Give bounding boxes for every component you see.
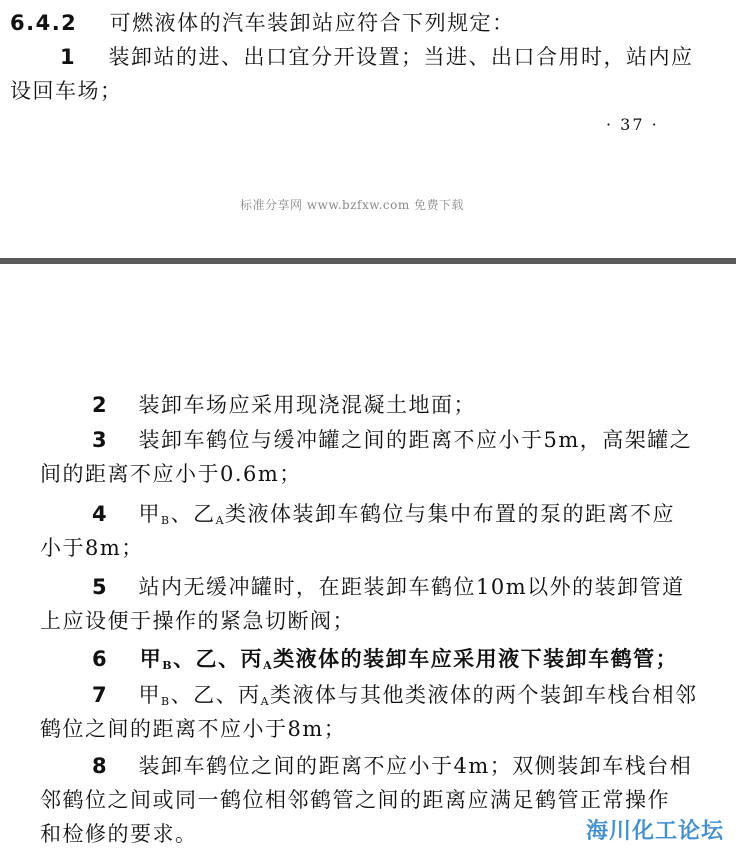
clause-number: 6.4.2 [10, 11, 78, 35]
clause-title: 可燃液体的汽车装卸站应符合下列规定： [109, 11, 515, 35]
item-6-sub-a: A [263, 659, 274, 672]
item-3-line-2: 间的距离不应小于0.6m； [40, 462, 302, 486]
item-5-text-line-1: 站内无缓冲罐时，在距装卸车鹤位10m以外的装卸管道 [138, 575, 685, 599]
item-6-class-jia: 甲 [139, 646, 163, 671]
item-6-class-yi-bing: 、乙、丙 [173, 646, 264, 671]
item-6-number: 6 [92, 647, 109, 671]
item-7-class-yi-bing: 、乙、丙 [170, 683, 261, 707]
item-7-sub-a: A [260, 695, 271, 708]
item-4-class-yi: 、乙 [170, 502, 216, 526]
forum-watermark: 海川化工论坛 [585, 819, 724, 844]
item-2-number: 2 [92, 393, 109, 417]
item-7-line-1 [92, 682, 698, 708]
item-1-number: 1 [60, 45, 77, 69]
item-4-class-jia: 甲 [138, 502, 161, 526]
item-7-class-jia: 甲 [138, 683, 161, 707]
item-2 [92, 392, 476, 418]
item-1-line-1 [60, 44, 694, 70]
item-8-line-1 [92, 753, 692, 779]
item-8-text-line-1: 装卸车鹤位之间的距离不应小于4m；双侧装卸车栈台相 [138, 754, 693, 778]
item-4-line-2: 小于8m； [40, 536, 144, 560]
item-8-line-3: 和检修的要求。 [40, 822, 198, 846]
item-6 [92, 646, 678, 672]
item-4-sub-b: B [161, 514, 171, 527]
item-7-line-2: 鹤位之间的距离不应小于8m； [40, 717, 347, 741]
upper-page [0, 0, 736, 258]
item-5-number: 5 [92, 575, 109, 599]
item-1-line-2: 设回车场； [10, 79, 123, 103]
item-7-sub-b: B [161, 695, 171, 708]
footer-note: 标准分享网 www.bzfxw.com 免费下载 [240, 198, 465, 212]
item-4-sub-a: A [215, 514, 226, 527]
item-4-number: 4 [92, 502, 109, 526]
lower-page [0, 264, 736, 854]
item-8-number: 8 [92, 754, 109, 778]
page-number: · 37 · [606, 115, 659, 134]
item-5-line-1 [92, 574, 685, 600]
clause-heading [10, 10, 515, 36]
item-3-text-line-1: 装卸车鹤位与缓冲罐之间的距离不应小于5m，高架罐之 [138, 428, 693, 452]
item-4-text-line-1: 类液体装卸车鹤位与集中布置的泵的距离不应 [225, 502, 676, 526]
item-1-text-line-1: 装卸站的进、出口宜分开设置；当进、出口合用时，站内应 [108, 45, 694, 69]
item-4-line-1 [92, 501, 675, 527]
item-5-line-2: 上应设便于操作的紧急切断阀； [40, 609, 355, 633]
item-7-text-line-1: 类液体与其他类液体的两个装卸车栈台相邻 [270, 683, 698, 707]
item-8-line-2: 邻鹤位之间或同一鹤位相邻鹤管之间的距离应满足鹤管正常操作 [40, 788, 670, 812]
item-6-text: 类液体的装卸车应采用液下装卸车鹤管； [273, 646, 679, 671]
item-6-sub-b: B [162, 659, 174, 672]
item-7-number: 7 [92, 683, 109, 707]
item-3-line-1 [92, 427, 692, 453]
item-3-number: 3 [92, 428, 109, 452]
item-2-text: 装卸车场应采用现浇混凝土地面； [138, 393, 476, 417]
